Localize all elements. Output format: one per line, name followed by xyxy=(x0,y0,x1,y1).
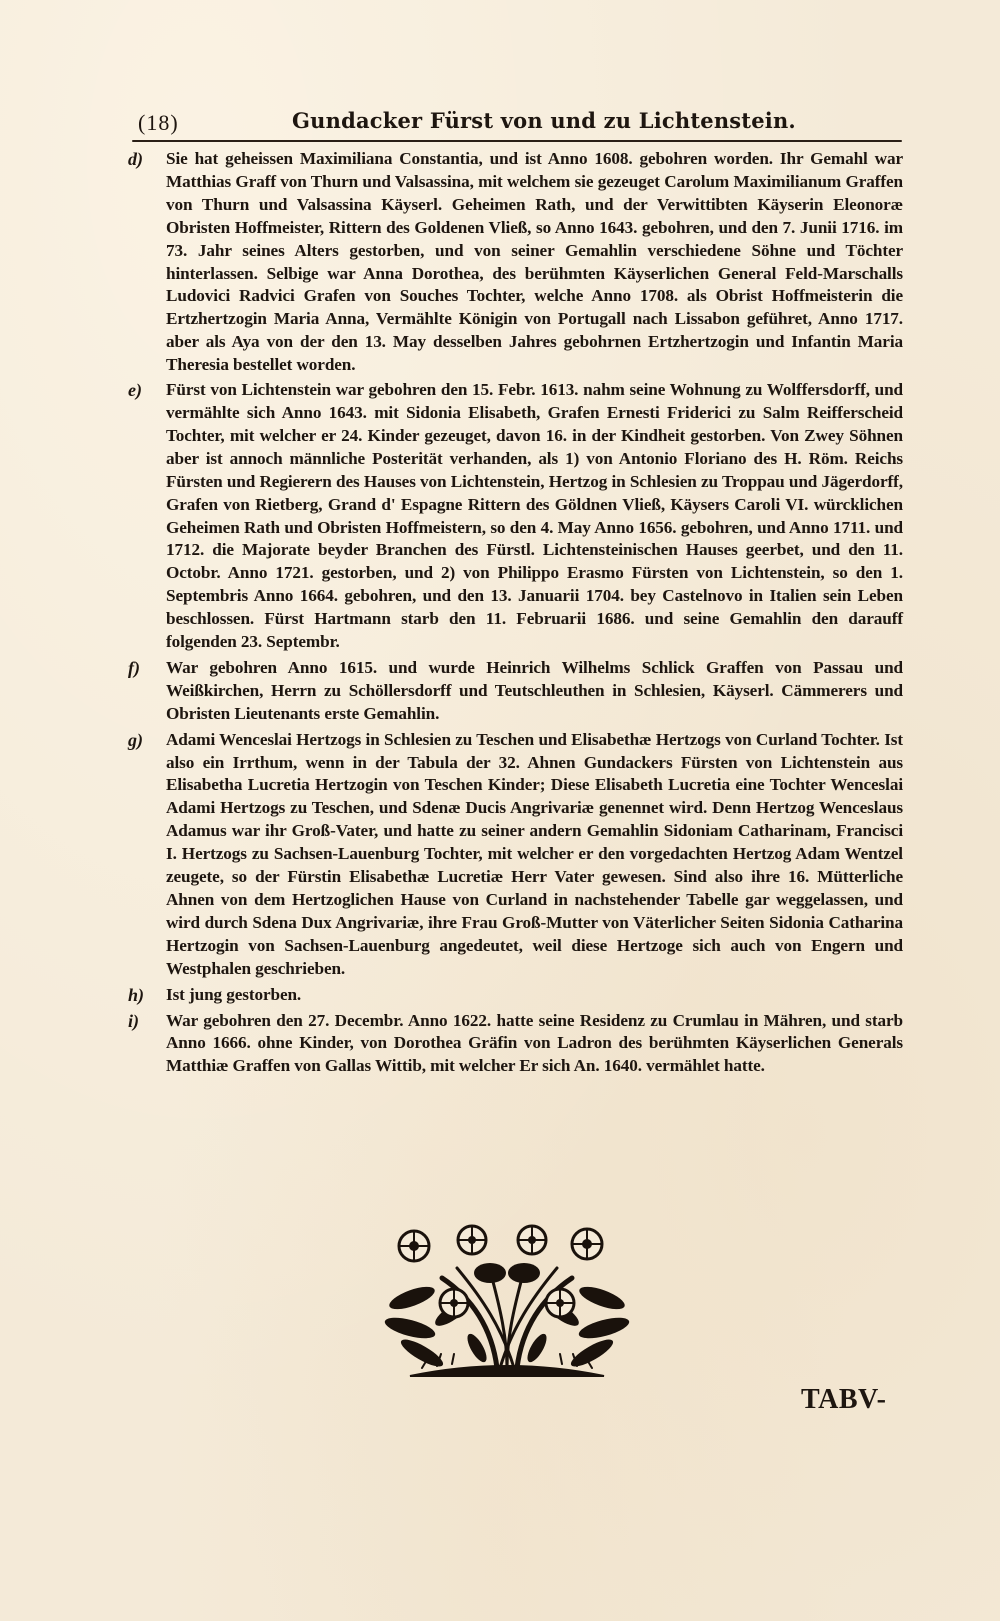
note-h xyxy=(128,984,903,1007)
note-d xyxy=(128,148,903,377)
note-text: Fürst von Lichtenstein war gebohren den 15. Febr. 1613. nahm seine Wohnung zu Wolffersdorff, und vermählte sich Anno 1643. mit Sidonia Elisabeth, Grafen Ernesti Friderici zu Salm Reifferscheid Tochter, mit welcher er 24. Kinder gezeuget, davon 16. in der Kindheit gestorben. Von Zwey Söhnen aber ist annoch männliche Posterität verhanden, als 1) von Antonio Floriano des H. Röm. Reichs Fürsten und Regierern des Hauses von Lichtenstein, Hertzog in Schlesien zu Troppau und Jägerdorff, Grafen von Rietberg, Grand d' Espagne Rittern des Göldnen Vließ, Käysers Caroli VI. würcklichen Geheimen Rath und Obristen Hoffmeistern, so den 4. May Anno 1656. gebohren, und Anno 1711. und 1712. die Majorate beyder Branchen des Fürstl. Lichtensteinischen Hauses geerbet, und den 11. Octobr. Anno 1721. gestorben, und 2) von Philippo Erasmo Fürsten von Lichtenstein, so den 1. Septembris Anno 1664. gebohren, und den 13. Januarii 1704. bey Castelnovo in Italien sein Leben beschlossen. Fürst Hartmann starb den 11. Februarii 1686. und seine Gemahlin den darauff folgenden 23. Septembr. xyxy=(166,380,903,652)
page-number: (18) xyxy=(138,110,179,135)
note-f xyxy=(128,657,903,726)
note-marker: g) xyxy=(128,729,143,750)
note-e xyxy=(128,379,903,654)
floral-woodcut-vignette-icon xyxy=(382,1218,632,1382)
footnotes-body xyxy=(128,148,903,1080)
catchword: TABV- xyxy=(801,1384,887,1415)
note-marker: e) xyxy=(128,380,142,401)
note-text: War gebohren den 27. Decembr. Anno 1622. hatte seine Residenz zu Crumlau in Mähren, und starb Anno 1666. ohne Kinder, von Dorothea Gräfin von Ladron des berühmten Käyserlichen Generals Matthiæ Graffen von Gallas Wittib, mit welcher Er sich An. 1640. vermählet hatte. xyxy=(166,1010,903,1076)
header-rule xyxy=(132,140,902,142)
note-text: Sie hat geheissen Maximiliana Constantia, und ist Anno 1608. gebohren worden. Ihr Gemahl war Matthias Graff von Thurn und Valsassina, mit welchem sie gezeuget Carolum Maximilianum Graffen von Thurn und Valsassina Käyserl. Geheimen Rath, und der Verwittibten Käyserin Eleonoræ Obristen Hoffmeister, Rittern des Goldenen Vließ, so Anno 1643. gebohren, und den 7. Junii 1716. im 73. Jahr seines Alters gestorben, und von seiner Gemahlin verschiedene Söhne und Töchter hinterlassen. Selbige war Anna Dorothea, des berühmten Käyserlichen General Feld-Marschalls Ludovici Radvici Grafen von Souches Tochter, welche Anno 1708. als Obrist Hoffmeisterin die Ertzhertzogin Maria Anna, Vermählte Königin von Portugall nach Lissabon geführet, Anno 1717. aber als Aya von der den 13. May desselben Jahres gebohrnen Ertzhertzogin und Infantin Maria Theresia bestellet worden. xyxy=(166,149,903,375)
note-marker: d) xyxy=(128,149,143,169)
note-text: War gebohren Anno 1615. und wurde Heinrich Wilhelms Schlick Graffen von Passau und Weißkirchen, Herrn zu Schöllersdorff und Teutschleuthen in Schlesien, Käyserl. Cämmerers und Obristen Lieutenants erste Gemahlin. xyxy=(166,657,903,723)
note-marker: f) xyxy=(128,657,140,678)
note-marker: h) xyxy=(128,984,145,1005)
note-i xyxy=(128,1010,903,1079)
note-g xyxy=(128,729,903,981)
note-text: Ist jung gestorben. xyxy=(166,984,302,1004)
note-marker: i) xyxy=(128,1010,139,1031)
running-title: Gundacker Fürst von und zu Lichtenstein. xyxy=(292,108,796,133)
note-text: Adami Wenceslai Hertzogs in Schlesien zu Teschen und Elisabethæ Hertzogs von Curland Tochter. Ist also ein Irrthum, wenn in der Tabula der 32. Ahnen Gundackers Fürsten von Lichtenstein aus Elisabetha Lucretia Hertzogin von Teschen Kinder; Diese Elisabeth Lucretia eine Tochter Wenceslai Adami Hertzogs zu Teschen, und Sdenæ Ducis Angrivariæ genennet wird. Denn Hertzog Wenceslaus Adamus war ihr Groß-Vater, und hatte zu seiner andern Gemahlin Sidoniam Catharinam, Francisci I. Hertzogs zu Sachsen-Lauenburg Tochter, mit welcher er den vorgedachten Hertzog Adam Wentzel zeugete, so der Fürstin Elisabethæ Lucretiæ Herr Vater gewesen. Sind also ihre 16. Mütterliche Ahnen von dem Hertzoglichen Hause von Curland in nachstehender Tabelle gar weggelassen, und wird durch Sdena Dux Angrivariæ, ihre Frau Groß-Mutter von Väterlicher Seiten Sidonia Catharina Hertzogin von Sachsen-Lauenburg angedeutet, weil diese Hertzoge sich auch von Engern und Westphalen geschrieben. xyxy=(166,729,903,978)
page-header xyxy=(132,108,902,140)
